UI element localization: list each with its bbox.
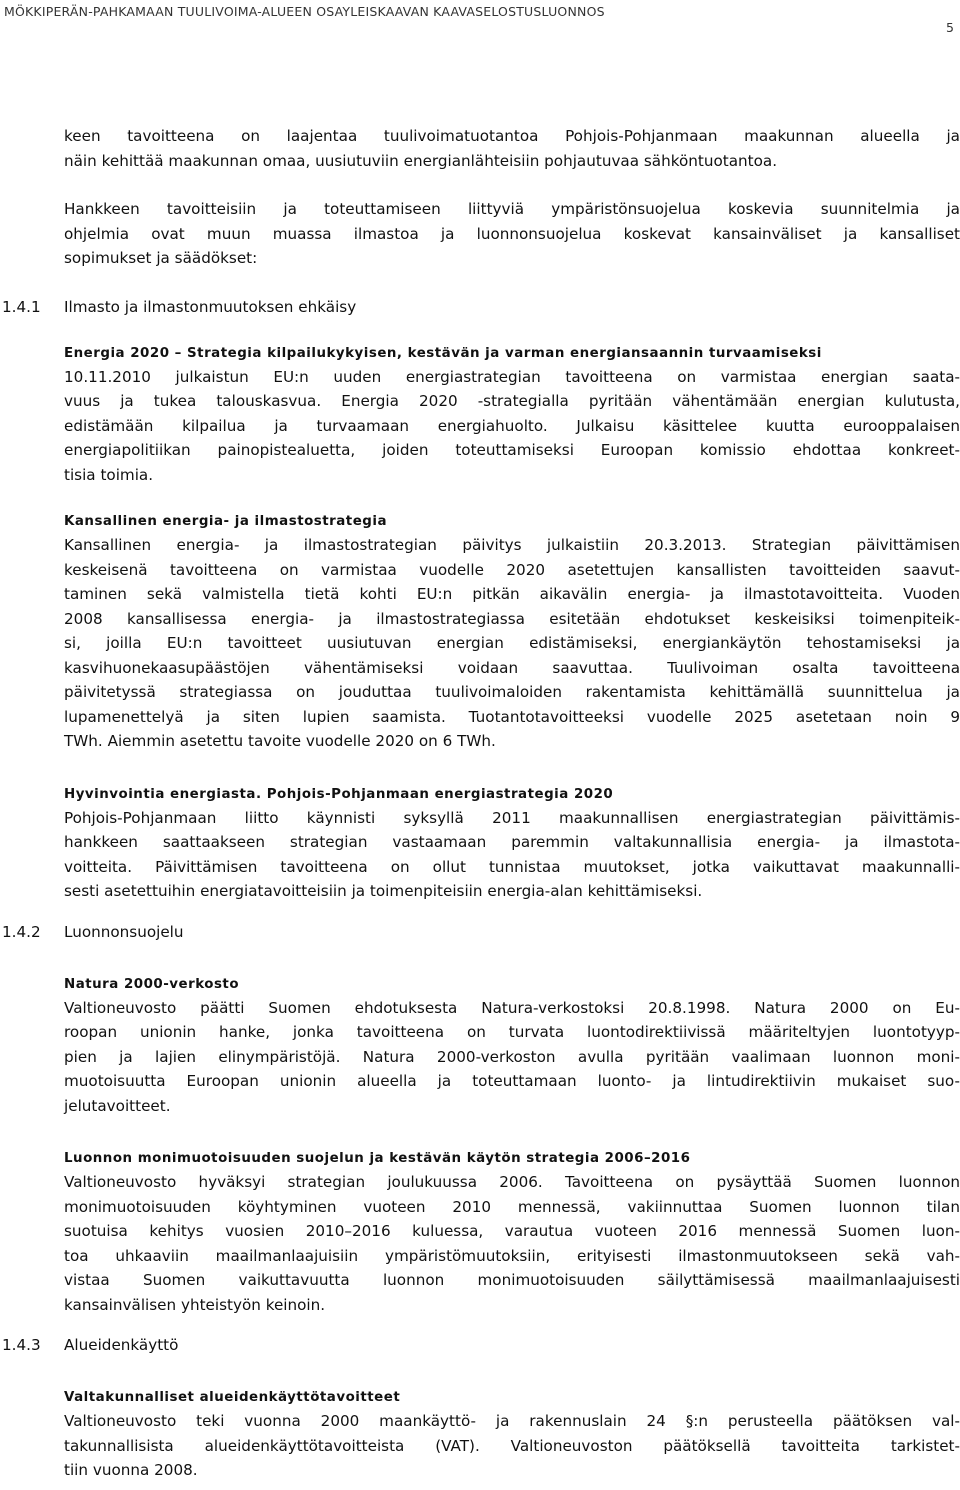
page-header-title: MÖKKIPERÄN-PAHKAMAAN TUULIVOIMA-ALUEEN OSAYLEISKAAVAN KAAVASELOSTUSLUONNOS (4, 4, 605, 19)
text-line: Kansallinen energia- ja ilmastostrategian päivitys julkaistiin 20.3.2013. Strategian päivittämisen (64, 536, 960, 554)
text-line: sesti asetettuihin energiatavoitteisiin ja toimenpiteisiin energia-alan kehittämiseksi. (64, 882, 703, 900)
text-line: kasvihuonekaasupäästöjen vähentämiseksi voidaan saavuttaa. Tuulivoiman osalta tavoitteena (64, 658, 960, 677)
paragraph-monimuotoisuus-strategia (64, 1170, 960, 1317)
text-line: roopan unionin hanke, jonka tavoitteena on turvata luontodirektiivissä määriteltyjen luontotyyp- (64, 1023, 960, 1041)
text-line: jelutavoitteet. (64, 1096, 171, 1115)
section-heading-1-4-2 (2, 920, 960, 944)
text-line: Valtioneuvosto päätti Suomen ehdotuksesta Natura-verkostoksi 20.8.1998. Natura 2000 on Eu- (64, 998, 960, 1017)
intro-paragraph (64, 124, 960, 173)
text-line: taminen sekä valmistella tietä kohti EU:n pitkän aikavälin energia- ja ilmastotavoitteita. Vuoden (64, 585, 960, 603)
section-heading-1-4-3 (2, 1333, 960, 1357)
text-line: keskeisenä tavoitteena on varmistaa vuodelle 2020 asetettujen kansallisten tavoitteiden saavut- (64, 560, 960, 579)
section-heading-1-4-1 (2, 295, 960, 319)
text-line: tiin vuonna 2008. (64, 1461, 198, 1479)
text-line: vistaa Suomen vaikuttavuutta luonnon monimuotoisuuden säilyttämisessä maailmanlaajuisesti (64, 1271, 960, 1289)
section-number: 1.4.3 (2, 1336, 41, 1354)
section-title: Luonnonsuojelu (64, 922, 184, 941)
document-body (2, 124, 960, 1483)
text-line: päivitetyssä strategiassa on jouduttaa tuulivoimaloiden rakentamista kehittämällä suunnittelua ja (64, 683, 960, 701)
text-line: keen tavoitteena on laajentaa tuulivoimatuotantoa Pohjois-Pohjanmaan maakunnan alueella ja (64, 127, 960, 145)
text-line: lupamenettelyä ja siten lupien saamista. Tuotantotavoitteeksi vuodelle 2025 asetetaan noin 9 (64, 707, 960, 726)
intro2-paragraph (64, 197, 960, 271)
text-line: näin kehittää maakunnan omaa, uusiutuviin energianlähteisiin pohjautuvaa sähköntuotantoa. (64, 151, 778, 170)
text-line: tisia toimia. (64, 465, 154, 484)
text-line: sopimukset ja säädökset: (64, 249, 258, 267)
text-line: vuus ja tukea talouskasvua. Energia 2020 -strategialla pyritään vähentämään energian kulutusta, (64, 392, 960, 410)
subheading-natura-2000: Natura 2000-verkosto (64, 976, 240, 992)
section-number: 1.4.1 (2, 297, 41, 316)
paragraph-pohjois-pohjanmaa-strategia (64, 806, 960, 904)
text-line: 2008 kansallisessa energia- ja ilmastostrategiassa esitetään ehdotukset keskeisiksi toimenpiteik- (64, 609, 960, 628)
text-line: pien ja lajien elinympäristöjä. Natura 2000-verkoston avulla pyritään vaalimaan luonnon moni- (64, 1047, 960, 1066)
subheading-monimuotoisuus-strategia: Luonnon monimuotoisuuden suojelun ja kestävän käytön strategia 2006–2016 (64, 1151, 691, 1166)
section-title: Alueidenkäyttö (64, 1336, 179, 1354)
paragraph-vat (64, 1409, 960, 1483)
paragraph-energia-2020 (64, 365, 960, 488)
section-number: 1.4.2 (2, 922, 41, 941)
text-line: Hankkeen tavoitteisiin ja toteuttamiseen liittyviä ympäristönsuojelua koskevia suunnitelmia ja (64, 200, 960, 218)
text-line: 10.11.2010 julkaistun EU:n uuden energiastrategian tavoitteena on varmistaa energian saata- (64, 367, 960, 386)
section-title: Ilmasto ja ilmastonmuutoksen ehkäisy (64, 297, 357, 316)
text-line: energiapolitiikan painopistealuetta, joiden toteuttamiseksi Euroopan komissio ehdottaa konkreet- (64, 441, 960, 459)
paragraph-natura-2000 (64, 996, 960, 1119)
subheading-kansallinen-strategia: Kansallinen energia- ja ilmastostrategia (64, 514, 387, 529)
text-line: hankkeen saattaakseen strategian vastaamaan paremmin valtakunnallisia energia- ja ilmastota- (64, 833, 960, 851)
text-line: monimuotoisuuden köyhtyminen vuoteen 2010 mennessä, vakiinnuttaa Suomen luonnon tilan (64, 1197, 960, 1216)
subheading-pohjois-pohjanmaa-strategia: Hyvinvointia energiasta. Pohjois-Pohjanmaan energiastrategia 2020 (64, 786, 614, 802)
text-line: ohjelmia ovat muun muassa ilmastoa ja luonnonsuojelua koskevat kansainväliset ja kansalliset (64, 224, 960, 243)
subheading-energia-2020: Energia 2020 – Strategia kilpailukykyisen, kestävän ja varman energiansaannin turvaamiseksi (64, 345, 822, 361)
text-line: edistämään kilpailua ja turvaamaan energiahuolto. Julkaisu käsittelee kuutta eurooppalaisen (64, 416, 960, 435)
text-line: toa uhkaaviin maailmanlaajuisiin ympäristömuutoksiin, erityisesti ilmastonmuutokseen sekä vah- (64, 1246, 960, 1265)
text-line: si, joilla EU:n tavoitteet uusiutuvan energian edistämiseksi, energiankäytön tehostamiseksi ja (64, 634, 960, 652)
text-line: Valtioneuvosto hyväksyi strategian joulukuussa 2006. Tavoitteena on pysäyttää Suomen luonnon (64, 1173, 960, 1191)
text-line: suotuisa kehitys vuosien 2010–2016 kuluessa, varautua vuoteen 2016 mennessä Suomen luon- (64, 1222, 960, 1240)
text-line: TWh. Aiemmin asetettu tavoite vuodelle 2020 on 6 TWh. (64, 732, 496, 750)
text-line: voitteita. Päivittämisen tavoitteena on ollut tunnistaa muutokset, jotka vaikuttavat maakunnalli- (64, 857, 960, 876)
text-line: kansainvälisen yhteistyön keinoin. (64, 1295, 326, 1314)
subheading-vat: Valtakunnalliset alueidenkäyttötavoitteet (64, 1390, 401, 1405)
text-line: muotoisuutta Euroopan unionin alueella ja toteuttamaan luonto- ja lintudirektiivin mukaiset suo- (64, 1072, 960, 1090)
text-line: takunnallisista alueidenkäyttötavoitteista (VAT). Valtioneuvoston päätöksellä tavoitteita tarkistet- (64, 1436, 960, 1455)
page-number: 5 (946, 20, 954, 35)
text-line: Valtioneuvosto teki vuonna 2000 maankäyttö- ja rakennuslain 24 §:n perusteella päätöksen val- (64, 1412, 960, 1430)
paragraph-kansallinen-strategia (64, 533, 960, 754)
text-line: Pohjois-Pohjanmaan liitto käynnisti syksyllä 2011 maakunnallisen energiastrategian päivittämis- (64, 808, 960, 827)
